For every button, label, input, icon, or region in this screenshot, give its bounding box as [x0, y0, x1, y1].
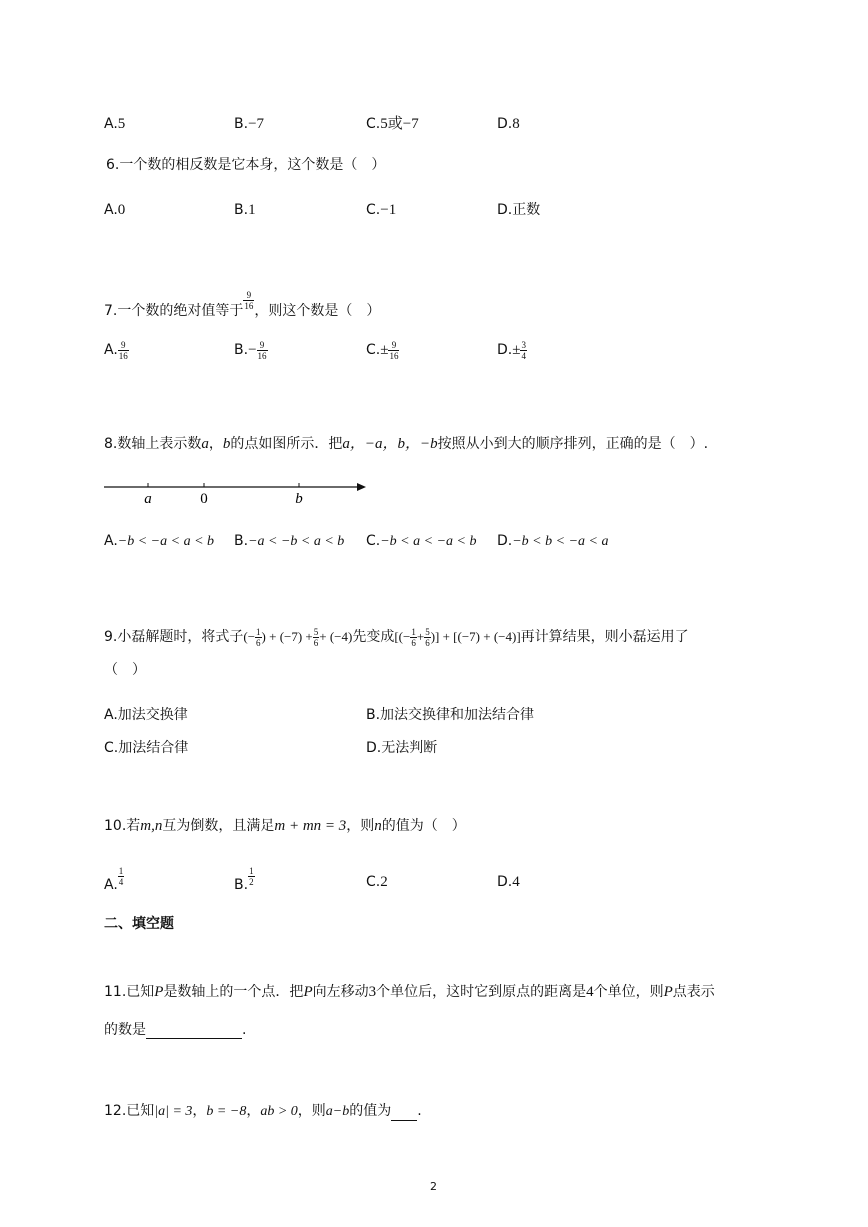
q10-option-b: B. $\frac{1}{2}$	[234, 866, 254, 893]
q7-stem: 7.一个数的绝对值等于 $\frac{9}{16}$ ，则这个数是（ ）	[104, 290, 381, 319]
page-number: 2	[430, 1180, 437, 1193]
q8-option-c: C.−b < a < −a < b	[366, 533, 477, 549]
q11-answer-blank[interactable]	[146, 1024, 242, 1039]
q9-paren: （ ）	[104, 662, 146, 678]
q9-stem-line1: 9.小磊解题时，将式子(− $\frac{1}{6}$ ) + (−7) + $\frac{5}{6}$ + (−4)先变成[(− $\frac{1}{6}$ + $\frac{5}{6}$ )] + [(−7) + (−4)]再计算结果，则小磊运用了	[104, 626, 689, 648]
q6-option-b: B.1	[234, 202, 256, 218]
q5-option-b: B.−7	[234, 116, 265, 132]
q7-option-b: B.− $\frac{9}{16}$	[234, 339, 267, 361]
number-line-arrow	[357, 483, 366, 491]
q11-line1: 11.已知P是数轴上的一个点．把P向左移动3个单位后，这时它到原点的距离是4个单位，则P点表示	[104, 984, 715, 1000]
q6-stem: 6.一个数的相反数是它本身，这个数是（ ）	[106, 157, 386, 173]
q8-option-d: D.−b < b < −a < a	[497, 533, 609, 549]
q11-line2: 的数是 .	[104, 1022, 247, 1038]
q9-option-a: A.加法交换律	[104, 707, 188, 723]
section-title-fill-in: 二、填空题	[104, 916, 174, 932]
q6-option-d: D.正数	[497, 202, 541, 218]
q9-option-b: B.加法交换律和加法结合律	[366, 707, 535, 723]
q7-option-a: A. $\frac{9}{16}$	[104, 339, 128, 361]
q8-option-b: B.−a < −b < a < b	[234, 533, 345, 549]
q9-option-d: D.无法判断	[366, 740, 438, 756]
q5-option-c: C.5或−7	[366, 116, 419, 132]
q8-option-a: A.−b < −a < a < b	[104, 533, 215, 549]
q5-option-a: A.5	[104, 116, 126, 132]
q12-answer-blank[interactable]	[391, 1106, 417, 1121]
q12-stem: 12.已知|a| = 3，b = −8，ab > 0，则a−b的值为 .	[104, 1103, 422, 1119]
q7-option-d: D.± $\frac{3}{4}$	[497, 339, 526, 361]
label-0: 0	[200, 491, 208, 507]
q10-option-c: C.2	[366, 874, 388, 890]
q7-option-c: C.± $\frac{9}{16}$	[366, 339, 399, 361]
q10-option-d: D.4	[497, 874, 520, 890]
q10-option-a: A. $\frac{1}{4}$	[104, 866, 124, 893]
q9-option-c: C.加法结合律	[104, 740, 189, 756]
label-b: b	[295, 491, 303, 507]
label-a: a	[144, 491, 152, 507]
q6-option-a: A.0	[104, 202, 126, 218]
q5-option-d: D.8	[497, 116, 520, 132]
number-line-figure	[100, 477, 380, 509]
q6-option-c: C.−1	[366, 202, 397, 218]
q10-stem: 10.若m,n互为倒数，且满足m + mn = 3，则n的值为（ ）	[104, 818, 466, 834]
q8-stem: 8.数轴上表示数a，b的点如图所示．把a，−a，b，−b按照从小到大的顺序排列，正确的是（ ）.	[104, 436, 709, 452]
